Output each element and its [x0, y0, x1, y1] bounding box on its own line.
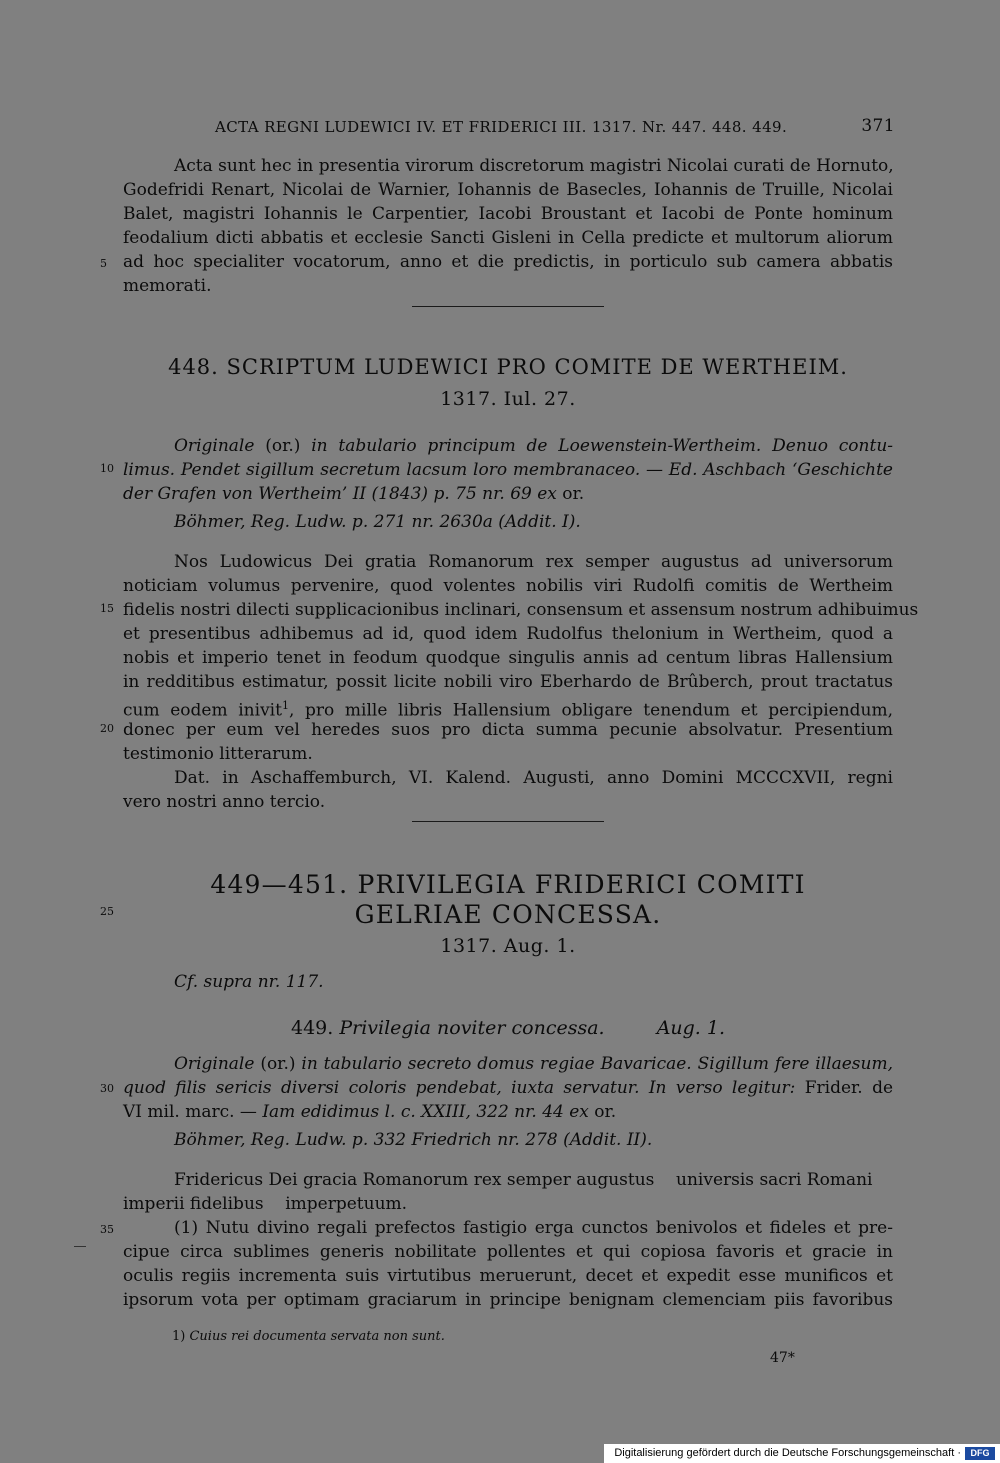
apparatus-line: [123, 1076, 893, 1100]
text-line: Fridericus Dei gracia Romanorum rex semper augustus universis sacri Romani: [174, 1170, 873, 1190]
text-fragment: , pro mille libris Hallensium obligare tenendum et percipiendum,: [288, 700, 894, 721]
section-divider: [412, 821, 604, 822]
digitization-footer: [604, 1444, 1000, 1463]
line-number: 35: [100, 1223, 114, 1236]
doc-449-heading: [123, 1017, 893, 1039]
line-number: 15: [100, 602, 114, 615]
text-line: noticiam volumus pervenire, quod volentes nobilis viri Rudolfi comitis de Wertheim: [123, 576, 893, 596]
apparatus-text: in tabulario principum de Loewenstein-Wertheim. Denuo contu-: [311, 436, 894, 456]
apparatus-line: [123, 482, 893, 506]
line-number: 5: [100, 257, 107, 270]
footnote-text: Cuius rei documenta servata non sunt.: [189, 1329, 445, 1344]
footnote-marker: 1: [281, 699, 289, 712]
apparatus-siglum: (or.): [260, 1054, 296, 1074]
text-line: Godefridi Renart, Nicolai de Warnier, Iohannis de Basecles, Iohannis de Truille, Nicolai: [123, 180, 893, 200]
doc-449-number: 449.: [290, 1017, 334, 1039]
text-line: nobis et imperio tenet in feodum quodque singulis annis ad centum libras Hallensium: [123, 648, 893, 668]
dfg-logo: DFG: [965, 1447, 995, 1460]
line-number: 10: [100, 462, 114, 475]
apparatus-text: der Grafen von Wertheim’ II (1843) p. 75 nr. 69 ex: [123, 484, 557, 504]
apparatus-source: Originale: [174, 1054, 255, 1074]
text-line: memorati.: [123, 276, 212, 296]
apparatus-source: Originale: [174, 436, 255, 456]
page-number: 371: [861, 116, 895, 136]
regest-reference: Böhmer, Reg. Ludw. p. 271 nr. 2630a (Addit. I).: [174, 512, 581, 532]
cross-reference: Cf. supra nr. 117.: [174, 972, 324, 992]
text-line: et presentibus adhibemus ad id, quod idem Rudolfus thelonium in Wertheim, quod a: [123, 624, 893, 644]
apparatus-verso: Frider. de: [804, 1078, 894, 1098]
doc-449-451-date: 1317. Aug. 1.: [440, 935, 576, 957]
apparatus-siglum: or.: [562, 484, 585, 504]
line-number: 25: [100, 905, 114, 918]
text-line: (1) Nutu divino regali prefectos fastigio erga cunctos benivolos et fideles et pre-: [174, 1218, 893, 1238]
scan-mark: [74, 1246, 86, 1247]
doc-448-title: 448. SCRIPTUM LUDEWICI PRO COMITE DE WERTHEIM.: [168, 355, 848, 379]
doc-449-subtitle: Privilegia noviter concessa.: [339, 1017, 605, 1039]
apparatus-siglum: (or.): [265, 436, 301, 456]
section-divider: [412, 306, 604, 307]
apparatus-line: [174, 434, 893, 458]
apparatus-line: [174, 1052, 893, 1076]
doc-449-date: Aug. 1.: [656, 1017, 726, 1039]
text-line: donec per eum vel heredes suos pro dicta summa pecunie absolvatur. Presentium: [123, 720, 893, 740]
text-line: fidelis nostri dilecti supplicacionibus inclinari, consensum et assensum nostrum adhibuimus: [123, 600, 919, 620]
apparatus-text: quod filis sericis diversi coloris pendebat, iuxta servatur. In verso legitur:: [123, 1078, 796, 1098]
text-fragment: cum eodem inivit: [123, 700, 282, 721]
regest-reference: Böhmer, Reg. Ludw. p. 332 Friedrich nr. 278 (Addit. II).: [174, 1130, 653, 1150]
text-line: Acta sunt hec in presentia virorum discretorum magistri Nicolai curati de Hornuto,: [174, 156, 894, 176]
apparatus-line: limus. Pendet sigillum secretum lacsum loro membranaceo. — Ed. Aschbach ‘Geschichte: [123, 460, 893, 480]
apparatus-siglum: or.: [594, 1102, 617, 1122]
text-line: Nos Ludowicus Dei gratia Romanorum rex semper augustus ad universorum: [174, 552, 893, 572]
running-title: ACTA REGNI LUDEWICI IV. ET FRIDERICI III. 1317. Nr. 447. 448. 449.: [215, 118, 788, 136]
line-number: 20: [100, 722, 114, 735]
footnote-number: 1): [172, 1329, 186, 1344]
text-line: in redditibus estimatur, possit licite nobili viro Eberhardo de Brûberch, prout tractatus: [123, 672, 893, 692]
text-line: feodalium dicti abbatis et ecclesie Sancti Gisleni in Cella predicte et multorum aliorum: [123, 228, 893, 248]
line-number: 30: [100, 1082, 114, 1095]
text-line: oculis regiis incrementa suis virtutibus meruerunt, decet et expedit esse munificos et: [123, 1266, 893, 1286]
footer-text: Digitalisierung gefördert durch die Deutsche Forschungsgemeinschaft ·: [614, 1447, 961, 1459]
apparatus-verso: VI mil. marc. —: [123, 1102, 257, 1122]
apparatus-line: [123, 1100, 893, 1124]
running-header: [215, 116, 895, 140]
dating-line: vero nostri anno tercio.: [123, 792, 326, 812]
text-line: Balet, magistri Iohannis le Carpentier, Iacobi Broustant et Iacobi de Ponte hominum: [123, 204, 893, 224]
text-line: ad hoc specialiter vocatorum, anno et die predictis, in porticulo sub camera abbatis: [123, 252, 893, 272]
text-line: testimonio litterarum.: [123, 744, 313, 764]
doc-448-date: 1317. Iul. 27.: [440, 388, 576, 410]
text-line: cipue circa sublimes generis nobilitate pollentes et qui copiosa favoris et gracie in: [123, 1242, 893, 1262]
signature-mark: 47*: [770, 1350, 795, 1366]
footnote: [172, 1329, 445, 1344]
apparatus-text: in tabulario secreto domus regiae Bavaricae. Sigillum fere illaesum,: [301, 1054, 893, 1074]
doc-449-451-title-line2: GELRIAE CONCESSA.: [354, 900, 662, 929]
doc-449-451-title-line1: 449—451. PRIVILEGIA FRIDERICI COMITI: [210, 870, 806, 899]
dating-line: Dat. in Aschaffemburch, VI. Kalend. Augusti, anno Domini MCCCXVII, regni: [174, 768, 893, 788]
apparatus-text: Iam edidimus l. c. XXIII, 322 nr. 44 ex: [262, 1102, 589, 1122]
text-line: ipsorum vota per optimam graciarum in principe benignam clemenciam piis favoribus: [123, 1290, 893, 1310]
text-line: imperii fidelibus imperpetuum.: [123, 1194, 408, 1214]
